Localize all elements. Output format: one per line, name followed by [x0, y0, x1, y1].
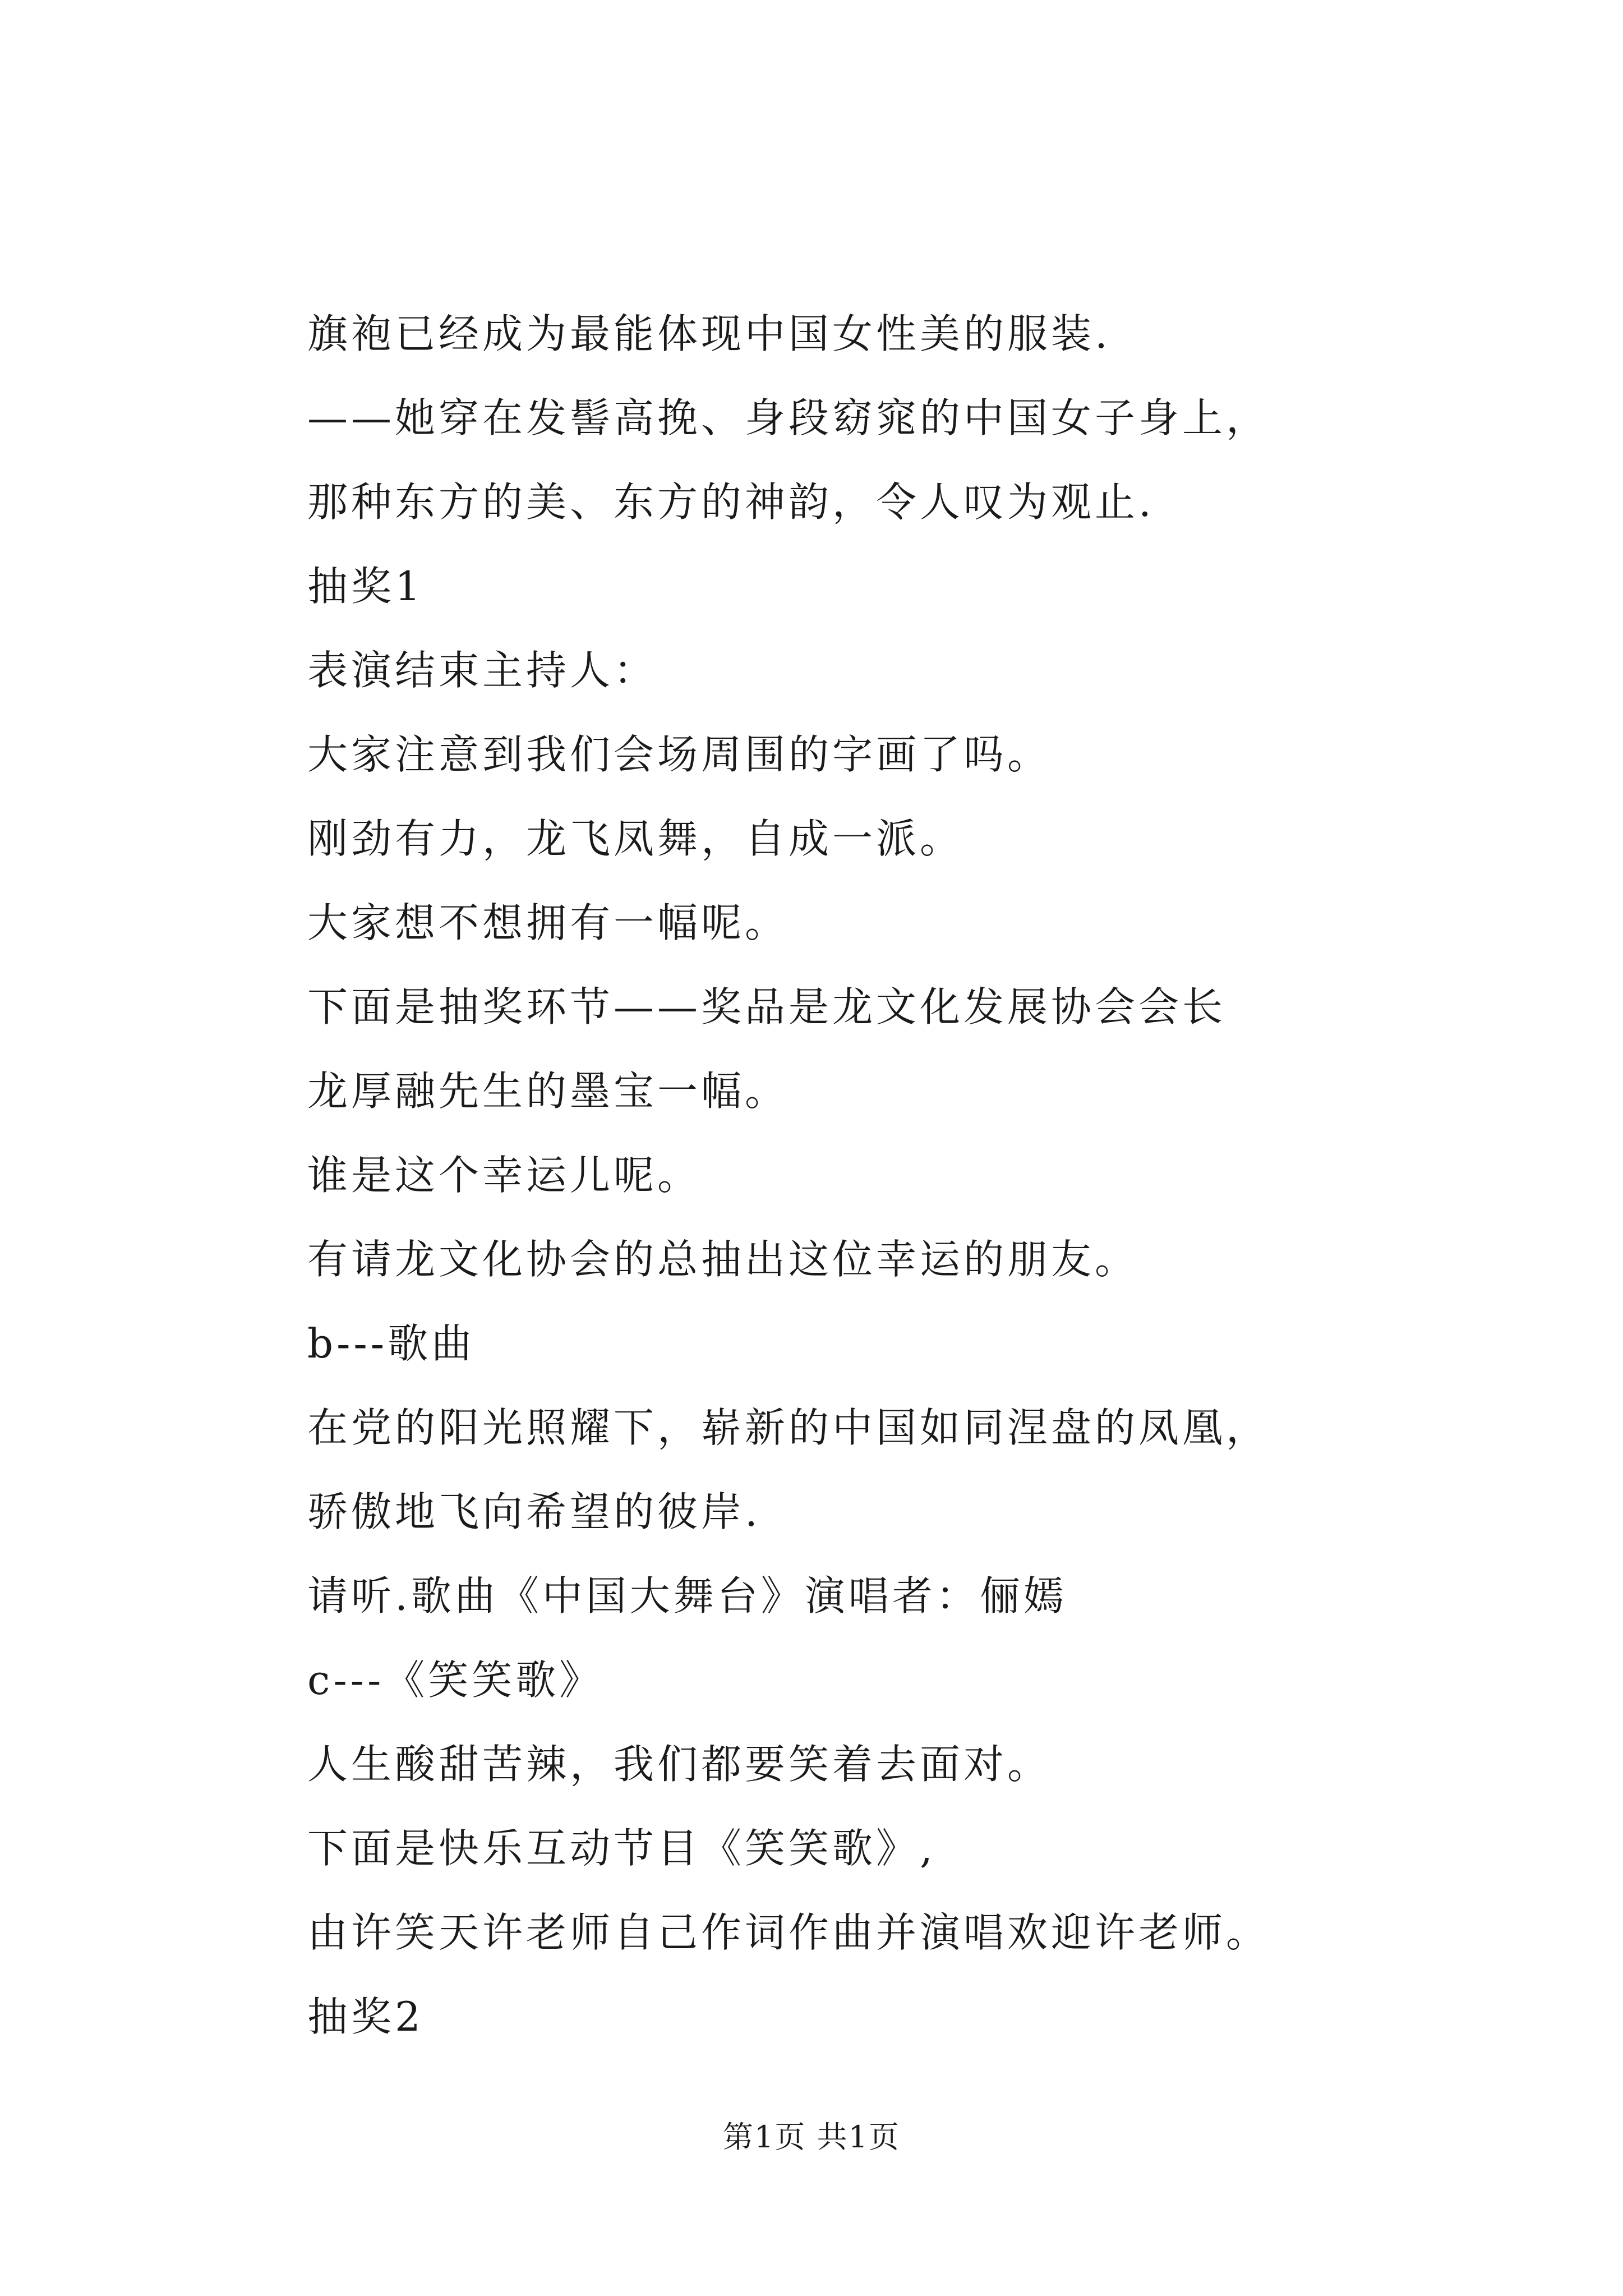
text-line: 旗袍已经成为最能体现中国女性美的服装.: [307, 310, 1111, 357]
text-line: 请听.歌曲《中国大舞台》演唱者：俪嫣: [307, 1572, 1067, 1619]
text-line: 表演结束主持人：: [307, 647, 658, 694]
text-line: 刚劲有力，龙飞凤舞，自成一派。: [307, 815, 964, 862]
text-line: 下面是抽奖环节——奖品是龙文化发展协会会长: [307, 983, 1227, 1030]
section-heading: 抽奖1: [307, 563, 424, 610]
section-heading: c---《笑笑歌》: [307, 1657, 603, 1704]
document-body: [307, 292, 1597, 2059]
text-line: 大家注意到我们会场周围的字画了吗。: [307, 731, 1052, 778]
page-footer: 第1页 共1页: [723, 2119, 900, 2155]
text-line: ——她穿在发髻高挽、身段窈窕的中国女子身上，: [307, 394, 1270, 441]
text-line: 谁是这个幸运儿呢。: [307, 1152, 702, 1199]
section-heading: 抽奖2: [307, 1993, 424, 2040]
text-line: 有请龙文化协会的总抽出这位幸运的朋友。: [307, 1236, 1139, 1283]
text-line: 由许笑天许老师自己作词作曲并演唱欢迎许老师。: [307, 1909, 1270, 1956]
section-heading: b---歌曲: [307, 1320, 476, 1367]
text-line: 龙厚融先生的墨宝一幅。: [307, 1068, 789, 1115]
text-line: 骄傲地飞向希望的彼岸.: [307, 1488, 761, 1535]
text-line: 下面是快乐互动节目《笑笑歌》,: [307, 1825, 936, 1872]
text-line: 人生酸甜苦辣，我们都要笑着去面对。: [307, 1741, 1052, 1788]
text-line: 大家想不想拥有一幅呢。: [307, 899, 789, 946]
text-line: 在党的阳光照耀下，崭新的中国如同涅盘的凤凰，: [307, 1404, 1270, 1451]
text-line: 那种东方的美、东方的神韵，令人叹为观止.: [307, 478, 1155, 526]
